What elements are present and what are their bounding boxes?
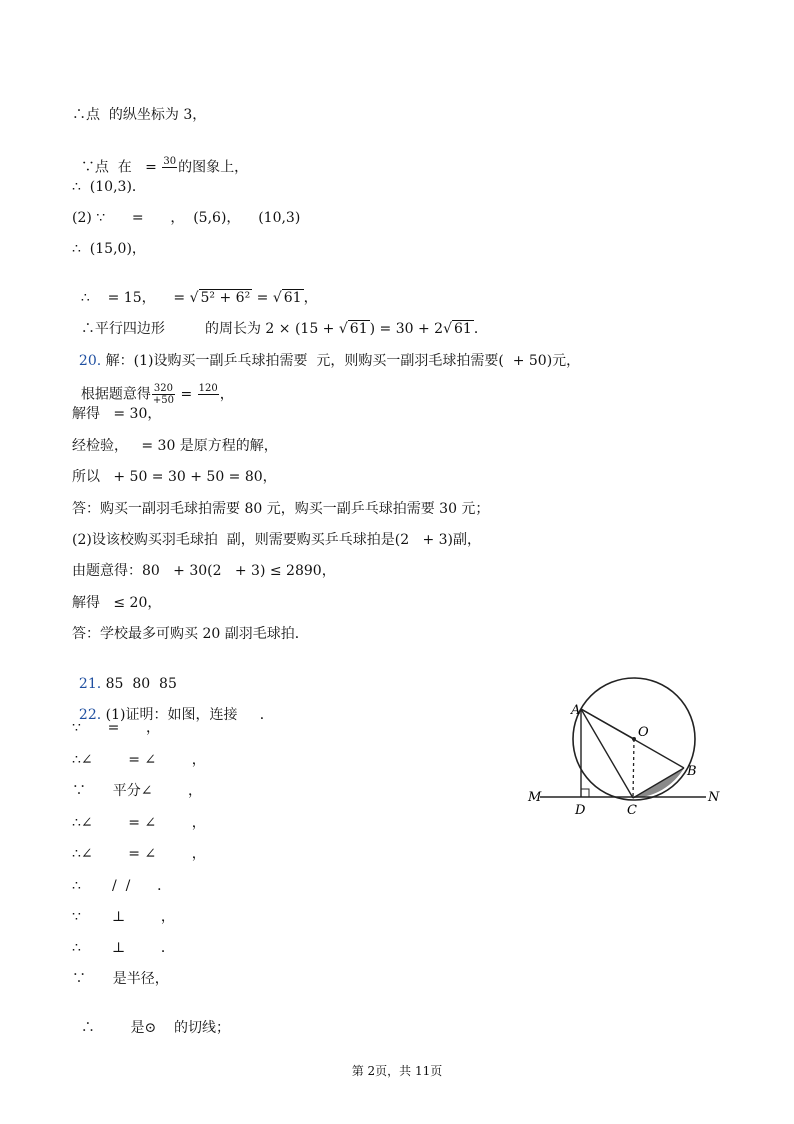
question-text: 85 80 85 (101, 676, 177, 692)
fraction-120 (198, 383, 219, 406)
radicand: 61 (283, 290, 302, 306)
line-6-text-a: ∴ = 15， = (80, 290, 190, 306)
segment-ac (581, 709, 633, 798)
proof-line-9: ∵ 是半径， (72, 971, 169, 987)
geometry-figure (530, 675, 730, 825)
question-number: 22. (78, 707, 102, 723)
question-number: 21. (78, 676, 102, 692)
question-text: (1)证明：如图，连接 ． (101, 707, 274, 723)
sqrt-4: √ 61 (443, 321, 472, 337)
line-12: 所以 + 50 = 30 + 50 = 80， (72, 469, 277, 485)
fraction-denominator: +50 (152, 395, 175, 406)
line-15: 由题意得：80 + 30(2 + 3) ≤ 2890， (72, 563, 336, 579)
fraction-denominator (162, 168, 177, 179)
label-n: N (708, 790, 720, 805)
proof-line-3: ∵ 平分∠ ， (72, 783, 203, 799)
line-6-text-b: = (252, 290, 273, 306)
line-14: (2)设该校购买羽毛球拍 副，则需要购买乒乓球拍是(2 + 3)副， (72, 532, 481, 548)
fraction-numerator: 30 (163, 156, 177, 167)
right-angle-mark (581, 789, 589, 797)
line-2 (72, 138, 248, 179)
line-2-text-a: ∵点 在 = (80, 159, 162, 176)
proof-line-7: ∵ ⊥ ， (72, 909, 175, 925)
radicand: 5² + 6² (200, 290, 251, 306)
line-4: (2) ∵ = ， (5,6)， (10,3) (72, 210, 301, 226)
line-9 (72, 365, 234, 406)
label-c: C (627, 803, 637, 818)
label-d: D (575, 803, 586, 818)
label-a: A (571, 703, 581, 718)
sqrt-2: √ 61 (272, 290, 302, 306)
sqrt-1: √ 5² + 6² (189, 290, 251, 306)
line-7-text-a: ∴平行四边形 的周长为 2 × (15 + (80, 321, 339, 337)
center-point (632, 737, 636, 741)
line-9-text-b: ， (219, 386, 234, 403)
line-3: ∴ (10,3)． (72, 179, 146, 195)
line-9-text-a: 根据题意得 (80, 386, 151, 403)
line-6-text-c: ， (303, 290, 318, 306)
proof-line-1: ∵ = ， (72, 720, 161, 736)
line-10: 解得 = 30， (72, 406, 162, 422)
fraction-numerator: 120 (198, 383, 218, 394)
radicand: 61 (349, 321, 368, 337)
proof-line-10 (72, 1001, 230, 1037)
page-footer: 第 2页，共 11页 (351, 1064, 443, 1078)
label-o: O (638, 725, 649, 740)
proof-line-6: ∴ / / ． (72, 878, 172, 894)
label-b: B (687, 764, 697, 779)
line-7 (72, 302, 488, 338)
radicand: 61 (453, 321, 472, 337)
line-7-text-c: ． (473, 321, 488, 337)
line-5: ∴ (15,0)， (72, 241, 146, 257)
sqrt-3: √ 61 (338, 321, 368, 337)
line-1: ∴点 的纵坐标为 3， (72, 107, 207, 123)
fraction-numerator: 320 (152, 383, 175, 395)
proof-line-10-text-b: 的切线； (156, 1020, 231, 1036)
proof-line-8: ∴ ⊥ ． (72, 940, 175, 956)
line-11: 经检验， = 30 是原方程的解， (72, 438, 278, 454)
proof-line-4: ∴∠ = ∠ ， (72, 815, 206, 831)
fraction-denominator (198, 395, 219, 406)
proof-line-5: ∴∠ = ∠ ， (72, 846, 206, 862)
line-7-text-b: ) = 30 + 2 (369, 321, 444, 337)
circle-symbol: ⊙ (144, 1020, 157, 1036)
equals: = (176, 386, 197, 403)
question-number: 20. (78, 353, 102, 369)
line-2-text-b: 的图象上， (178, 159, 249, 176)
question-text: 解：(1)设购买一副乒乓球拍需要 元，则购买一副羽毛球拍需要( + 50)元， (101, 353, 581, 369)
label-m: M (528, 790, 542, 805)
line-16: 解得 ≤ 20， (72, 595, 162, 611)
segment-oc (633, 739, 634, 798)
fraction-320 (152, 383, 175, 406)
proof-line-10-text-a: ∴ 是 (80, 1020, 145, 1036)
line-17: 答：学校最多可购买 20 副羽毛球拍． (72, 626, 309, 642)
proof-line-2: ∴∠ = ∠ ， (72, 752, 206, 768)
line-13: 答：购买一副羽毛球拍需要 80 元，购买一副乒乓球拍需要 30 元； (72, 501, 490, 517)
fraction-30 (162, 156, 177, 179)
